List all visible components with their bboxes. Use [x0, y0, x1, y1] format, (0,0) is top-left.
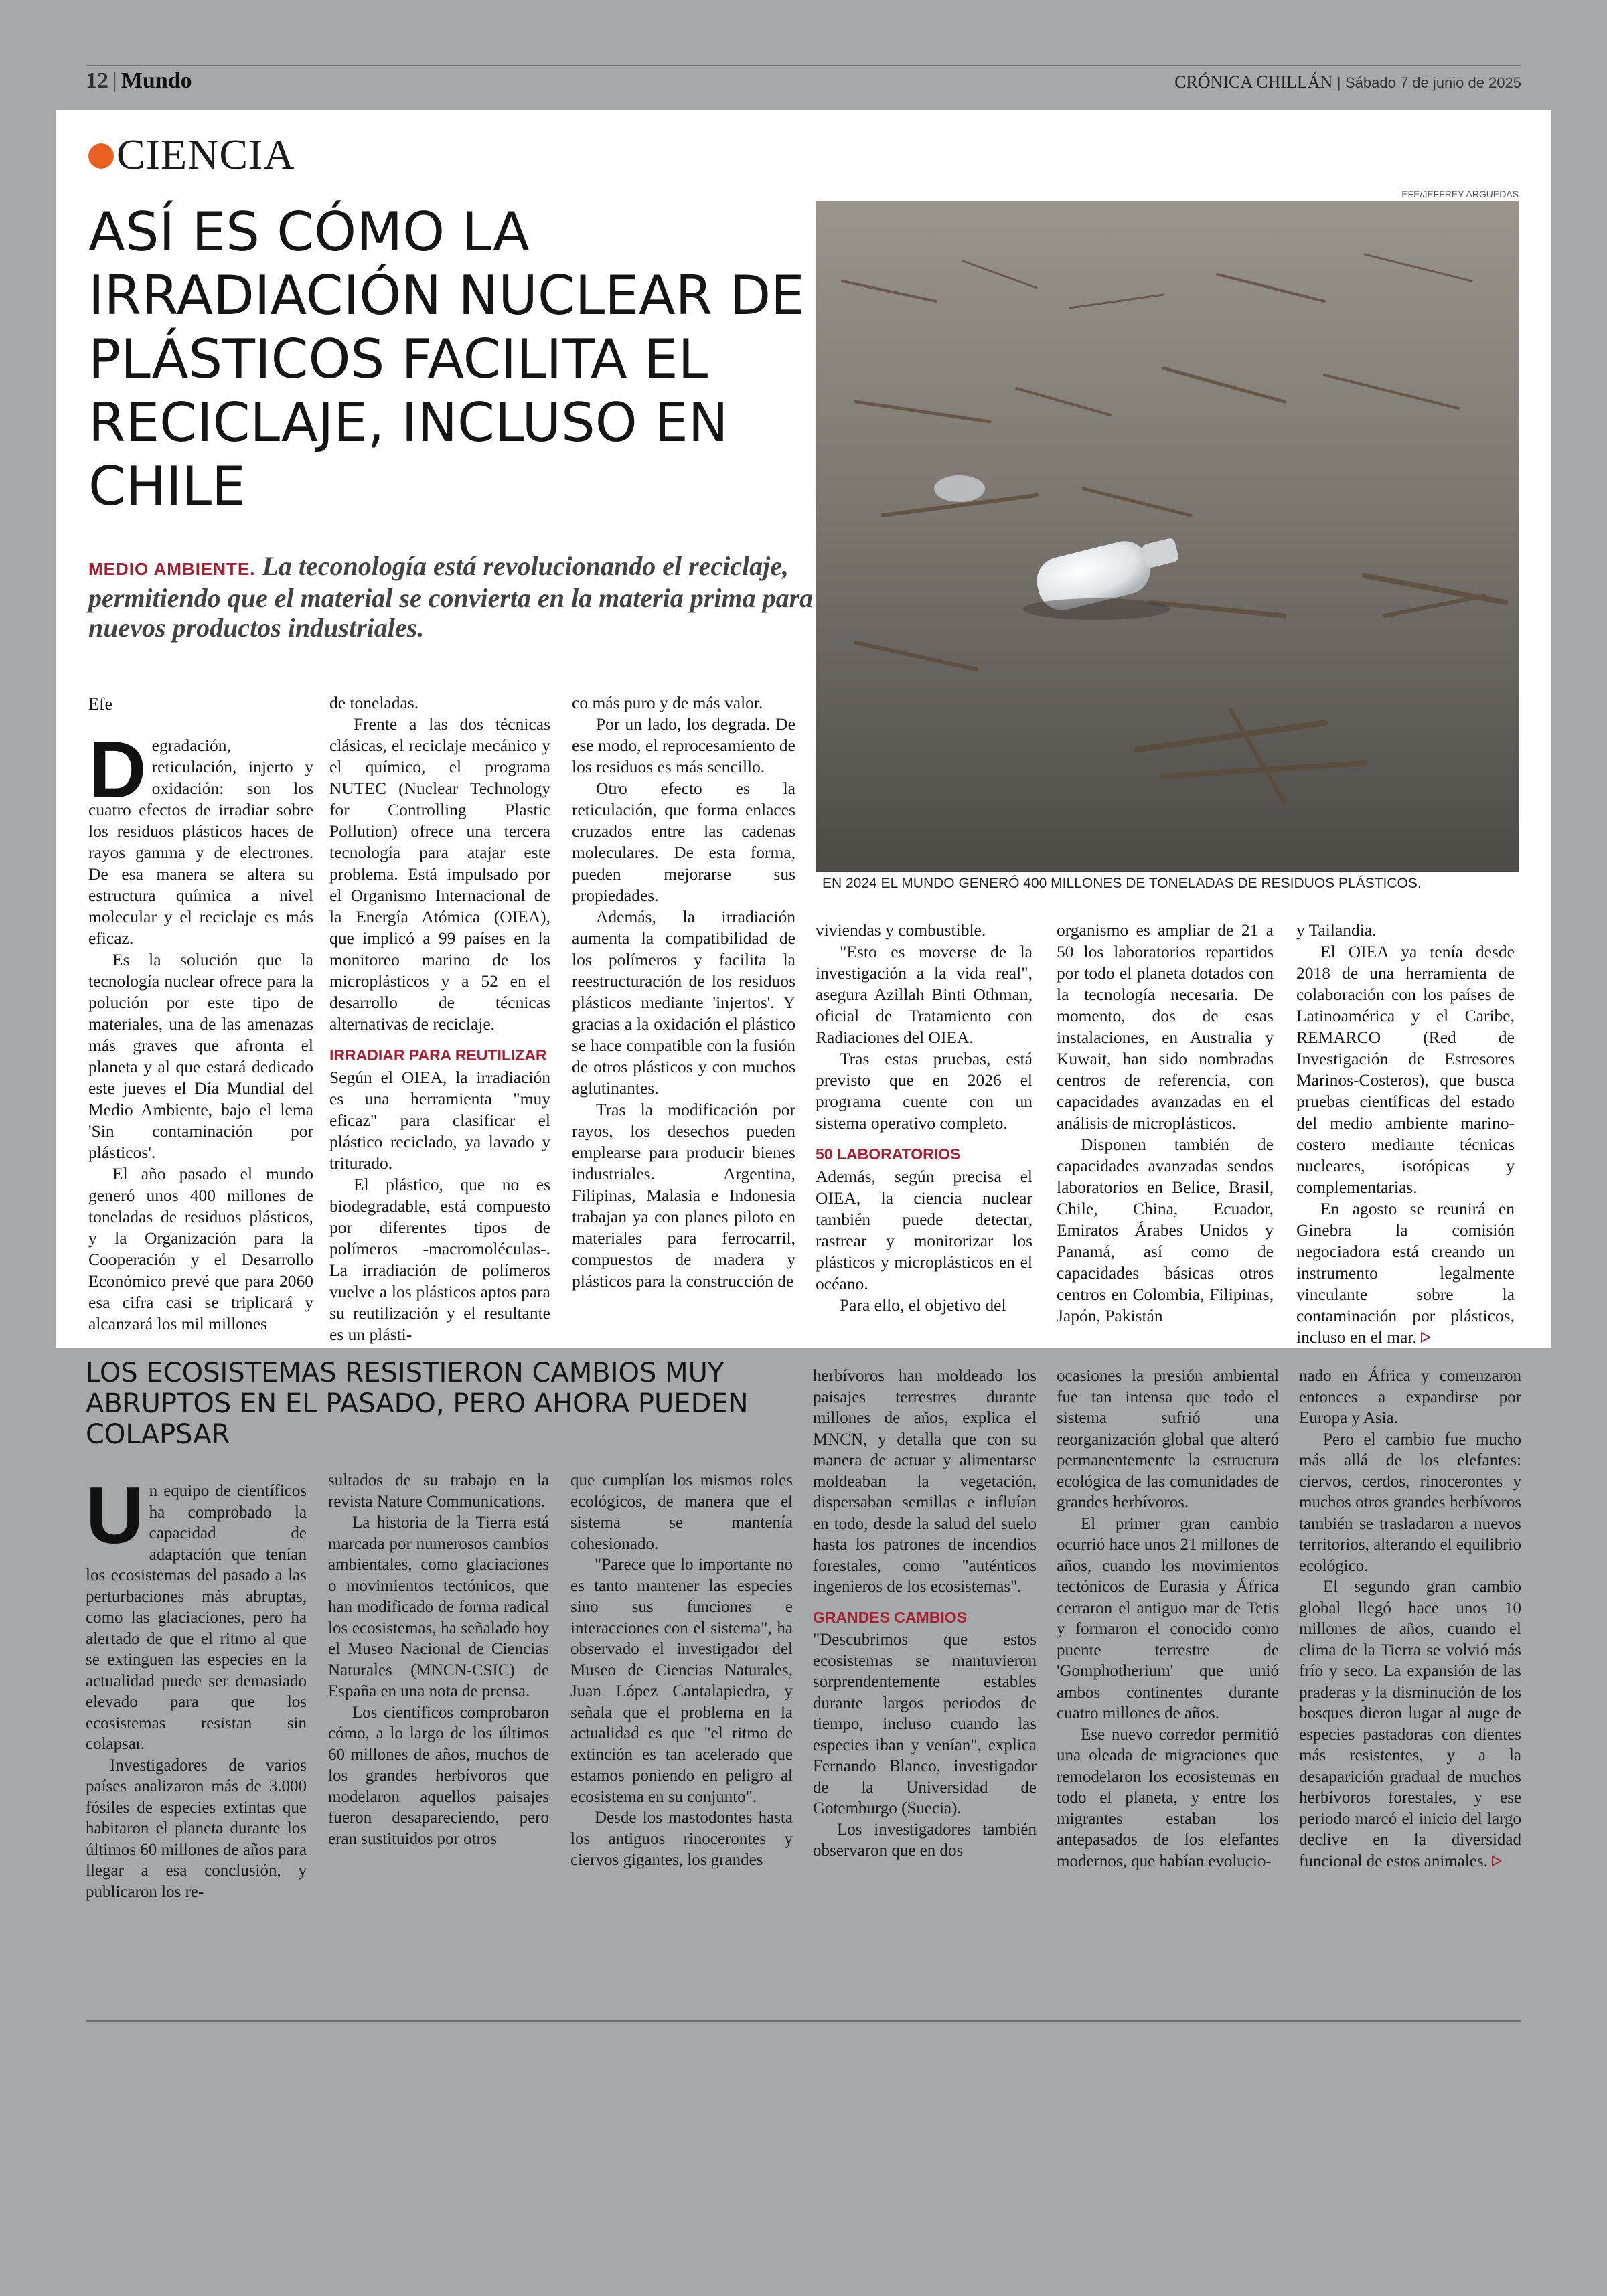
article-column-6: [1296, 920, 1515, 1349]
paragraph: Los investigadores también observaron que en dos: [813, 1820, 1037, 1860]
article-deck: [88, 552, 838, 643]
photo-credit: EFE/JEFFREY ARGUEDAS: [1401, 189, 1519, 199]
end-of-article-icon: ᐅ: [1490, 1853, 1502, 1870]
paragraph: Para ello, el objetivo del: [840, 1295, 1006, 1315]
article-panel: [56, 110, 1551, 1348]
paragraph: "Parece que lo importante no es tanto mantener las especies sino sus funciones e interacciones con el sistema", ha observado el investigador del Museo de Ciencias Naturales, Juan López Cantalapiedra, y señala que el problema en la actualidad es que "el ritmo de extinción es tan acelerado que estamos poniendo en peligro al ecosistema en su conjunto".: [570, 1556, 793, 1806]
paragraph: de toneladas.: [329, 693, 419, 712]
paragraph: herbívoros han moldeado los paisajes terrestres durante millones de años, explica el MNCN, y detalla que con su manera de actuar y alimentarse moldeaban la vegetación, dispersaban semillas e influían en todo, desde la salud del suelo hasta los patrones de incendios forestales, como "auténticos ingenieros de los ecosistemas".: [813, 1367, 1037, 1596]
photo-caption: EN 2024 EL MUNDO GENERÓ 400 MILLONES DE TONELADAS DE RESIDUOS PLÁSTICOS.: [822, 876, 1422, 891]
paragraph: Por un lado, los degrada. De ese modo, el reprocesamiento de los residuos es más sencillo.: [572, 714, 795, 776]
paragraph: Investigadores de varios países analizaron más de 3.000 fósiles de especies extintas que habitaron el planeta durante los últimos 60 millones de años para llegar a esa conclusión, y publicaron los re-: [86, 1756, 307, 1901]
article-column-1: [88, 693, 313, 1335]
subheading: 50 LABORATORIOS: [816, 1145, 961, 1163]
paragraph: [88, 725, 313, 949]
paragraph: Además, según precisa el OIEA, la ciencia nuclear también puede detectar, rastrear y monitorizar los plásticos y microplásticos en el océano.: [816, 1167, 1032, 1293]
end-of-article-icon: ᐅ: [1419, 1330, 1431, 1347]
paragraph: Frente a las dos técnicas clásicas, el reciclaje mecánico y el químico, el programa NUTEC (Nuclear Technology for Controlling Plastic Pollution) ofrece una tercera tecnología para atajar este problema. Está impulsado por el Organismo Internacional de la Energía Atómica (OIEA), que implicó a 99 países en la monitoreo marino de los microplásticos y a 52 en el desarrollo de técnicas alternativas de reciclaje.: [329, 714, 550, 1034]
article-column-4: [816, 920, 1032, 1316]
article-headline: ASÍ ES CÓMO LA IRRADIACIÓN NUCLEAR DE PLÁSTICOS FACILITA EL RECICLAJE, INCLUSO EN CHILE: [88, 201, 805, 517]
second-article-column-2: [328, 1470, 549, 1850]
paragraph: Desde los mastodontes hasta los antiguos rinocerontes y ciervos gigantes, los grandes: [570, 1809, 793, 1869]
paragraph: y Tailandia.: [1296, 920, 1377, 940]
paragraph: Tras la modificación por rayos, los desechos pueden emplearse para producir bienes industriales. Argentina, Filipinas, Malasia e Indonesia trabajan ya con planes piloto en materiales para ferrocarril, compuestos de madera y plásticos para la construcción de: [572, 1100, 795, 1291]
second-article-column-6: [1299, 1366, 1521, 1872]
second-article-column-4: [813, 1366, 1037, 1862]
article-column-5: [1057, 920, 1274, 1327]
folio-separator: |: [112, 68, 117, 93]
paragraph: viviendas y combustible.: [816, 920, 986, 940]
paragraph: Disponen también de capacidades avanzadas sendos laboratorios en Belice, Brasil, Chile, China, Ecuador, Emiratos Árabes Unidos y Panamá, así como de capacidades básicas otros centros en Colombia, Filipinas, Japón, Pakistán: [1057, 1135, 1274, 1325]
paragraph: sultados de su trabajo en la revista Nature Communications.: [328, 1471, 549, 1511]
second-article-column-1: [86, 1471, 307, 1902]
orange-dot-icon: [88, 143, 114, 169]
paragraph: El OIEA ya tenía desde 2018 de una herramienta de colaboración con los países de Latinoamérica y el Caribe, REMARCO (Red de Investigación de Estresores Marinos-Costeros), que busca pruebas científicas del estado del medio ambiente marino-costero mediante técnicas nucleares, isotópicas y complementarias.: [1296, 942, 1515, 1197]
paragraph: Pero el cambio fue mucho más allá de los elefantes: ciervos, cerdos, rinocerontes y muchos otros grandes herbívoros también se trasladaron a nuevos territorios, alterando el equilibrio ecológico.: [1299, 1430, 1521, 1575]
paragraph: "Esto es moverse de la investigación a la vida real", asegura Azillah Binti Othman, oficial de Tratamiento con Radiaciones del OIEA.: [816, 942, 1032, 1047]
paragraph: Según el OIEA, la irradiación es una herramienta "muy eficaz" para clasificar el plástico reciclado, ya lavado y triturado.: [329, 1068, 550, 1173]
paragraph: co más puro y de más valor.: [572, 693, 763, 712]
paragraph: Es la solución que la tecnología nuclear ofrece para la polución por este tipo de materiales, una de las amenazas más graves que afronta el planeta y al que estará dedicado este jueves el Día Mundial del Medio Ambiente, bajo el lema 'Sin contaminación por plásticos'.: [88, 950, 313, 1162]
deck-label: MEDIO AMBIENTE.: [88, 559, 256, 579]
second-article-column-5: [1057, 1366, 1279, 1872]
deck-text: La teconología está revolucionando el reciclaje, permitiendo que el material se convierta en la materia prima para nuevos productos industriales.: [88, 551, 814, 643]
beach-plastic-photo: [816, 201, 1519, 872]
second-article-column-3: [570, 1470, 793, 1871]
subheading: GRANDES CAMBIOS: [813, 1608, 968, 1626]
paragraph-text: n equipo de científicos ha comprobado la capacidad de adaptación que tenían los ecosistemas del pasado a las perturbaciones más abruptas, como las glaciaciones, pero ha alertado de que el ritmo al que se extinguen las especies en la actualidad puede ser demasiado elevado para que los ecosistemas resistan sin colapsar.: [86, 1482, 307, 1753]
publication-date: Sábado 7 de junio de 2025: [1345, 74, 1521, 91]
page-number: 12: [86, 68, 108, 93]
paragraph: "Descubrimos que estos ecosistemas se mantuvieron sorprendentemente estables durante largos periodos de tiempo, incluso cuando las especies iban y venían", explica Fernando Blanco, investigador de la Universidad de Gotemburgo (Suecia).: [813, 1631, 1037, 1817]
paragraph: La historia de la Tierra está marcada por numerosos cambios ambientales, como glaciaciones o movimientos tectónicos, que han modificado de forma radical los ecosistemas, ha señalado hoy el Museo Nacional de Ciencias Naturales (MNCN-CSIC) de España en una nota de prensa.: [328, 1513, 549, 1700]
paragraph: Los científicos comprobaron cómo, a lo largo de los últimos 60 millones de años, muchos de los grandes herbívoros que modelaron aquellos paisajes fueron desapareciendo, pero eran sustituidos por otros: [328, 1703, 549, 1848]
second-article-headline: LOS ECOSISTEMAS RESISTIERON CAMBIOS MUY ABRUPTOS EN EL PASADO, PERO AHORA PUEDEN COLAPSAR: [86, 1358, 749, 1450]
paragraph: [1299, 1576, 1521, 1872]
paragraph: Ese nuevo corredor permitió una oleada de migraciones que remodelaron los ecosistemas en todo el planeta, y entre los migrantes estaban los antepasados de los elefantes modernos, que habían evolucio-: [1057, 1725, 1279, 1870]
paragraph-text: El segundo gran cambio global llegó hace unos 10 millones de años, cuando el clima de la Tierra se volvió más frío y seco. La expansión de las praderas y la disminución de los bosques dieron lugar al auge de especies pastadoras con dientes más resistentes, y a la desaparición gradual de muchos herbívoros forestales, y ese periodo marcó el inicio del largo declive en la diversidad funcional de estos animales.: [1299, 1578, 1521, 1870]
kicker-label: CIENCIA: [117, 131, 295, 178]
paragraph: ocasiones la presión ambiental fue tan intensa que todo el sistema sufrió una reorganización global que alteró permanentemente la estructura ecológica de las comunidades de grandes herbívoros.: [1057, 1367, 1279, 1511]
dropcap: U: [86, 1471, 144, 1560]
paragraph-text: egradación, reticulación, injerto y oxidación: son los cuatro efectos de irradiar sobre los residuos plásticos haces de rayos gamma y de electrones. De esa manera se altera su estructura química a nivel molecular y el reciclaje es más eficaz.: [88, 736, 313, 948]
paragraph: Además, la irradiación aumenta la compatibilidad de los polímeros y facilita la reestructuración de los residuos plásticos mediante 'injertos'. Y gracias a la oxidación el plástico se hace compatible con la fusión de otros plásticos y con muchos aglutinantes.: [572, 907, 795, 1098]
paragraph: [86, 1471, 307, 1755]
paragraph: nado en África y comenzaron entonces a expandirse por Europa y Asia.: [1299, 1367, 1521, 1427]
paragraph-text: En agosto se reunirá en Ginebra la comisión negociadora está creando un instrumento legalmente vinculante sobre la contaminación por plásticos, incluso en el mar.: [1296, 1199, 1515, 1347]
article-column-3: [572, 692, 795, 1292]
paragraph: [1296, 1198, 1515, 1349]
separator: |: [1336, 74, 1341, 91]
page-folio: [86, 68, 192, 94]
paragraph: Tras estas pruebas, está previsto que en 2026 el programa cuente con un sistema operativo completo.: [816, 1049, 1032, 1133]
bottom-rule: [86, 2020, 1521, 2022]
section-kicker: [88, 130, 295, 179]
subheading: IRRADIAR PARA REUTILIZAR: [329, 1046, 547, 1064]
paragraph: organismo es ampliar de 21 a 50 los laboratorios repartidos por todo el planeta dotados con la tecnología necesaria. De momento, dos de esas instalaciones, en Australia y Kuwait, han sido nombradas centros de referencia, con capacidades avanzadas en el análisis de microplásticos.: [1057, 920, 1274, 1133]
publication-name: CRÓNICA CHILLÁN: [1174, 72, 1333, 92]
header-rule: [86, 65, 1521, 66]
section-name: Mundo: [121, 68, 192, 93]
paragraph: que cumplían los mismos roles ecológicos, de manera que el sistema se mantenía cohesionado.: [570, 1471, 793, 1553]
article-column-2: [329, 692, 550, 1345]
photo-illustration: [816, 201, 1519, 872]
dropcap: D: [88, 725, 147, 815]
publication-info: [1174, 72, 1521, 92]
paragraph: El año pasado el mundo generó unos 400 millones de toneladas de residuos plásticos, y la Organización para la Cooperación y el Desarrollo Económico prevé que para 2060 esa cifra casi se triplicará y alcanzará los mil millones: [88, 1164, 313, 1333]
paragraph: Otro efecto es la reticulación, que forma enlaces cruzados entre las cadenas moleculares. De esta forma, pueden mejorarse sus propiedades.: [572, 778, 795, 905]
paragraph: El primer gran cambio ocurrió hace unos 21 millones de años, cuando los movimientos tectónicos de Eurasia y África cerraron el antiguo mar de Tetis y formaron el conocido como puente terrestre de 'Gomphotherium' que unió ambos continentes durante cuatro millones de años.: [1057, 1514, 1279, 1722]
paragraph: El plástico, que no es biodegradable, está compuesto por diferentes tipos de polímeros -macromoléculas-. La irradiación de polímeros vuelve a los plásticos aptos para su reutilización y el resultante es un plásti-: [329, 1175, 550, 1344]
byline: Efe: [88, 694, 113, 714]
